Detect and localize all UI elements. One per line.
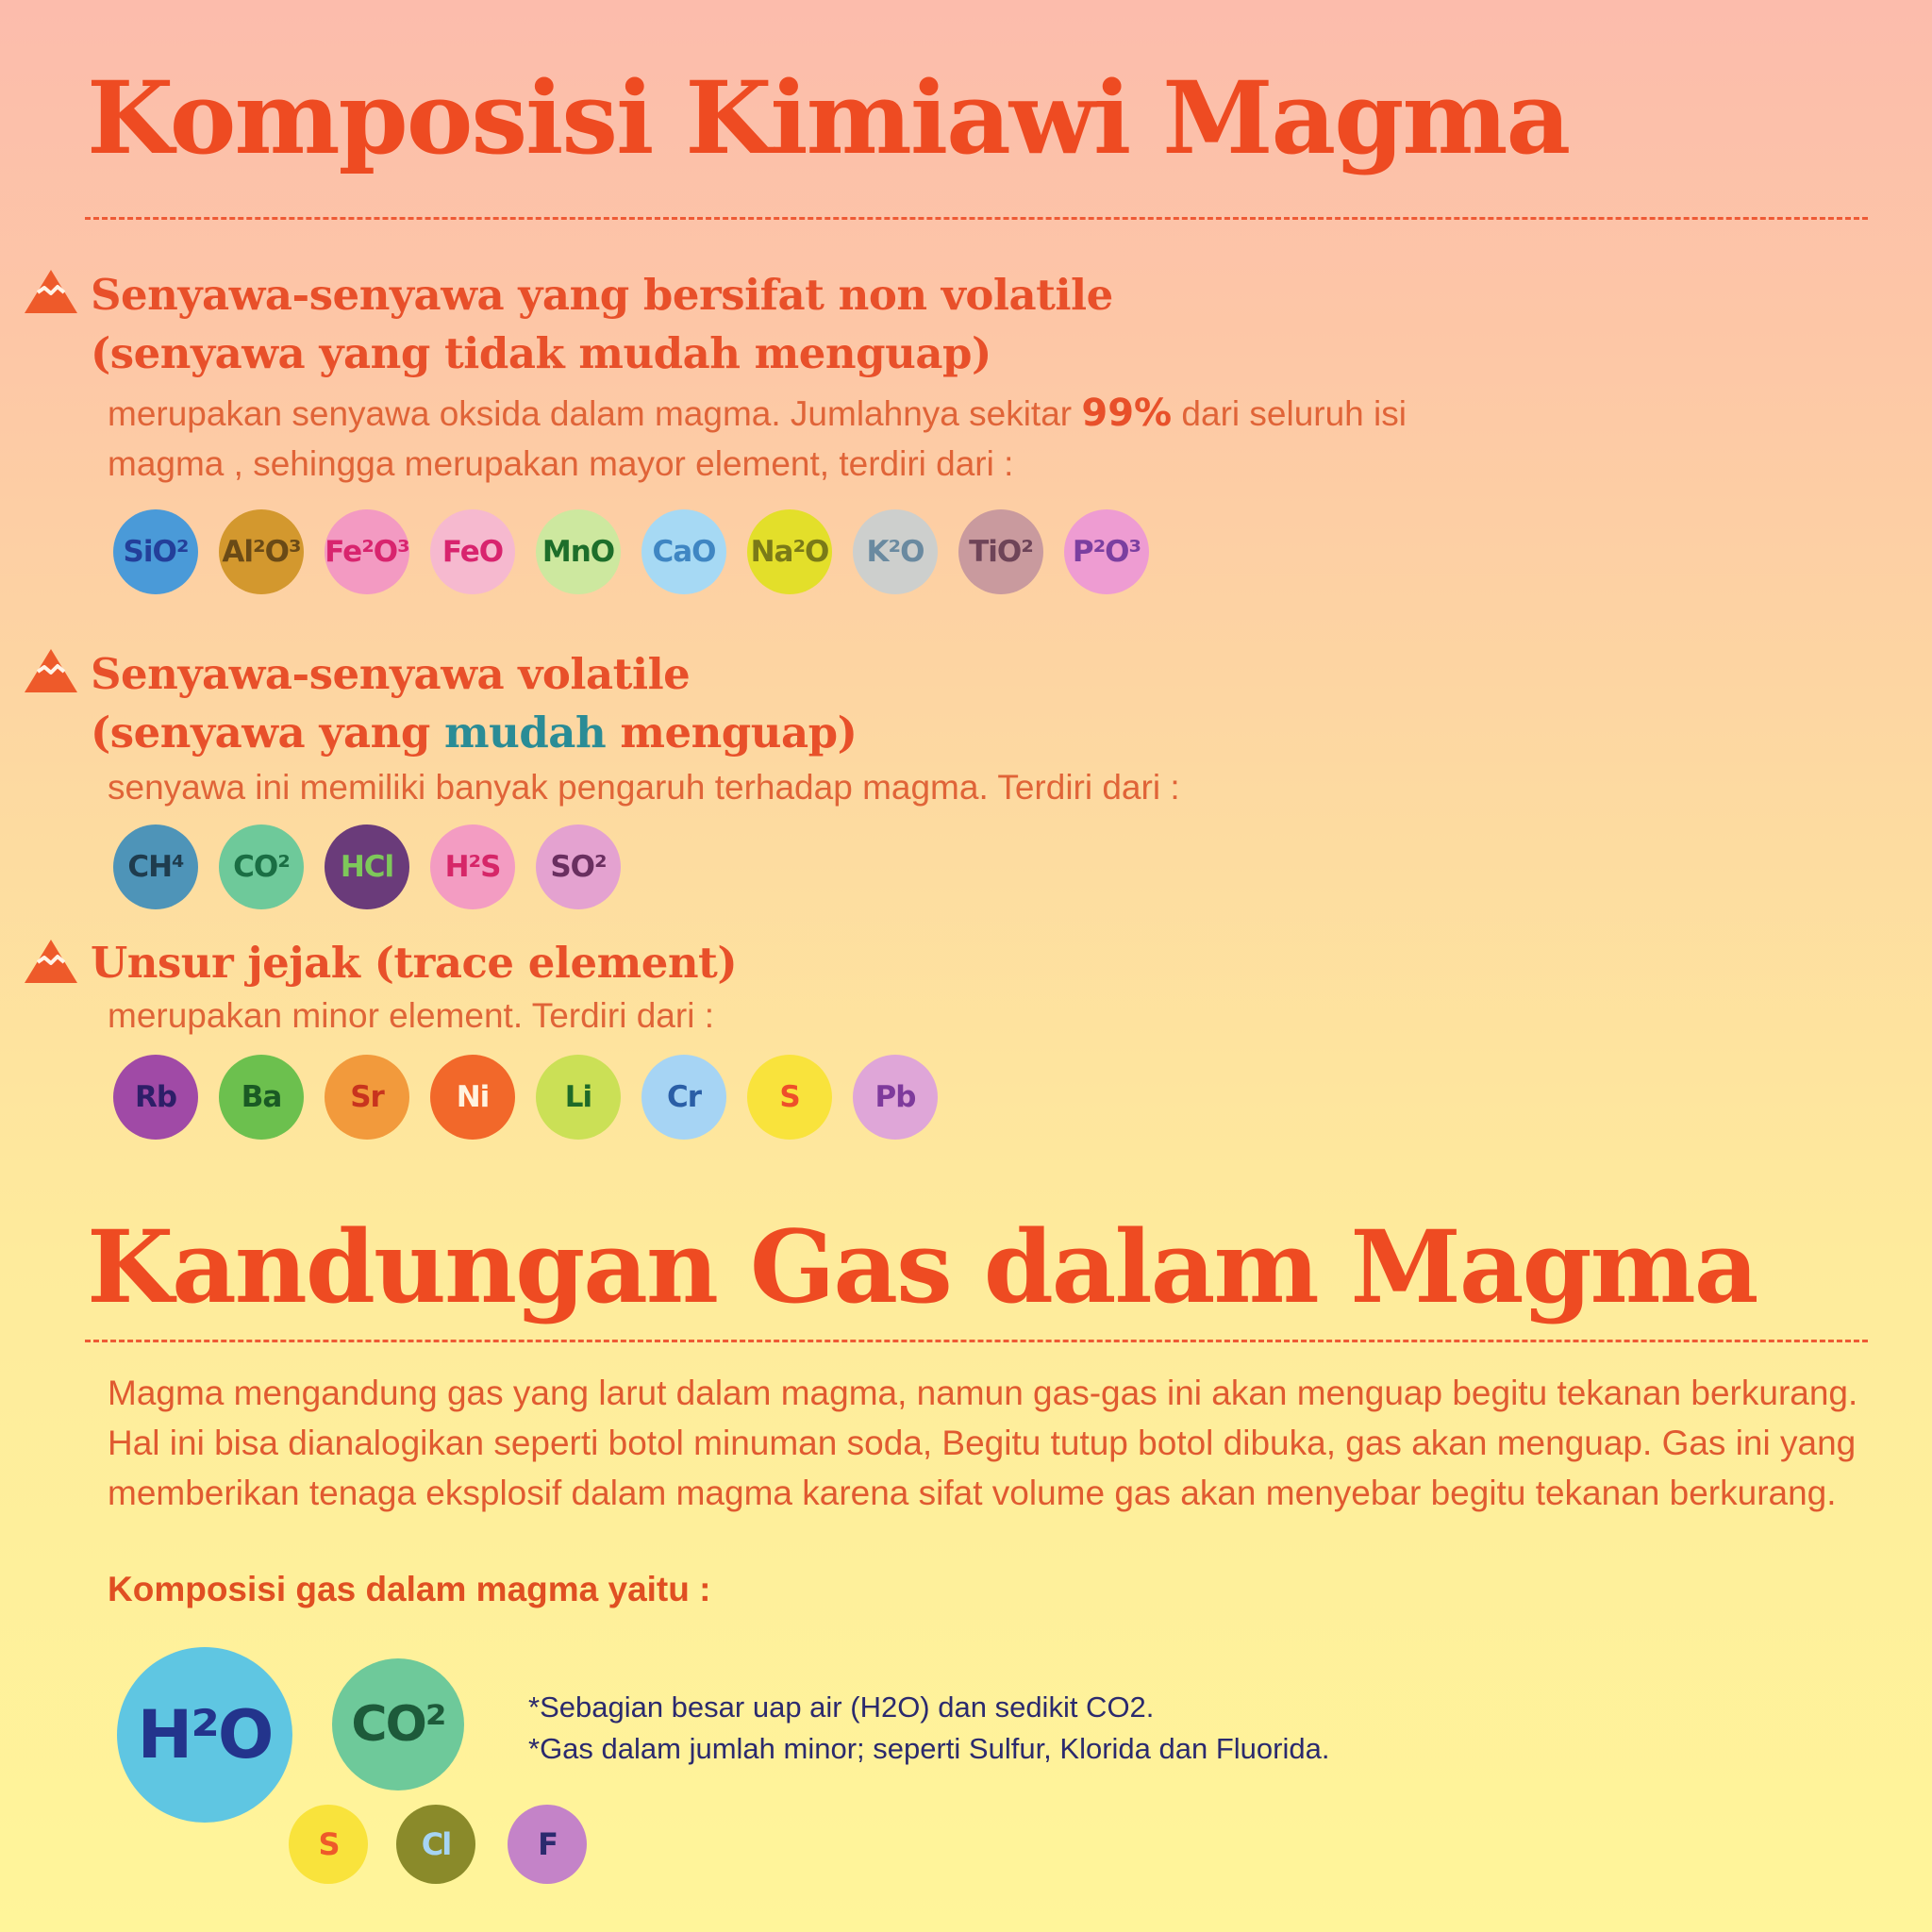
section-heading-non-volatile: Senyawa-senyawa yang bersifat non volatile (senyawa yang tidak mudah menguap) (91, 270, 1113, 378)
element-chip: Ni (430, 1055, 515, 1140)
gas-notes (528, 1687, 1329, 1770)
compound-chip: CaO (641, 509, 726, 594)
fluorine-bubble: F (508, 1805, 587, 1884)
section-description-trace: merupakan minor element. Terdiri dari : (108, 996, 714, 1035)
gas-composition-label: Komposisi gas dalam magma yaitu : (108, 1570, 711, 1608)
compound-chip: TiO² (958, 509, 1043, 594)
compound-chip: SiO² (113, 509, 198, 594)
compound-list-non-volatile (113, 509, 1149, 594)
compound-chip: CO² (219, 824, 304, 909)
compound-chip: K²O (853, 509, 938, 594)
percentage-value: 99% (1081, 391, 1173, 435)
compound-chip: MnO (536, 509, 621, 594)
element-list-trace (113, 1055, 938, 1140)
divider (85, 1340, 1868, 1342)
compound-chip: SO² (536, 824, 621, 909)
element-chip: Sr (325, 1055, 409, 1140)
compound-chip: CH⁴ (113, 824, 198, 909)
section-heading-trace: Unsur jejak (trace element) (91, 938, 738, 988)
gas-note-major: *Sebagian besar uap air (H2O) dan sedikit CO2. (528, 1690, 1155, 1724)
element-chip: Li (536, 1055, 621, 1140)
sulfur-bubble: S (289, 1805, 368, 1884)
element-chip: Cr (641, 1055, 726, 1140)
section-title-gas: Kandungan Gas dalam Magma (87, 1208, 1757, 1325)
mountain-icon (25, 940, 77, 983)
section-description-volatile: senyawa ini memiliki banyak pengaruh terhadap magma. Terdiri dari : (108, 768, 1180, 807)
compound-chip: Fe²O³ (325, 509, 409, 594)
compound-chip: H²S (430, 824, 515, 909)
gas-note-minor: *Gas dalam jumlah minor; seperti Sulfur, Klorida dan Fluorida. (528, 1732, 1330, 1765)
compound-chip: Na²O (747, 509, 832, 594)
element-chip: Pb (853, 1055, 938, 1140)
compound-chip: FeO (430, 509, 515, 594)
mountain-icon (25, 270, 77, 313)
compound-list-volatile (113, 824, 621, 909)
section-heading-volatile: Senyawa-senyawa volatile (senyawa yang mudah menguap) (91, 649, 858, 758)
element-chip: S (747, 1055, 832, 1140)
divider (85, 217, 1868, 220)
compound-chip: Al²O³ (219, 509, 304, 594)
gas-paragraph: Magma mengandung gas yang larut dalam magma, namun gas-gas ini akan menguap begitu tekanan berkurang. Hal ini bisa dianalogikan seperti botol minuman soda, Begitu tutup botol dibuka, gas akan menguap. Gas ini yang memberikan tenaga eksplosif dalam magma karena sifat volume gas akan menyebar begitu tekanan berkurang. (108, 1374, 1858, 1512)
co2-bubble: CO² (332, 1658, 464, 1790)
page-title: Komposisi Kimiawi Magma (87, 58, 1570, 176)
element-chip: Rb (113, 1055, 198, 1140)
mountain-icon (25, 649, 77, 692)
h2o-bubble: H²O (117, 1647, 292, 1823)
compound-chip: P²O³ (1064, 509, 1149, 594)
section-description-non-volatile: merupakan senyawa oksida dalam magma. Jumlahnya sekitar 99% dari seluruh isi magma , sehingga merupakan mayor element, terdiri dari : (108, 391, 1407, 483)
compound-chip: HCl (325, 824, 409, 909)
element-chip: Ba (219, 1055, 304, 1140)
chlorine-bubble: Cl (396, 1805, 475, 1884)
